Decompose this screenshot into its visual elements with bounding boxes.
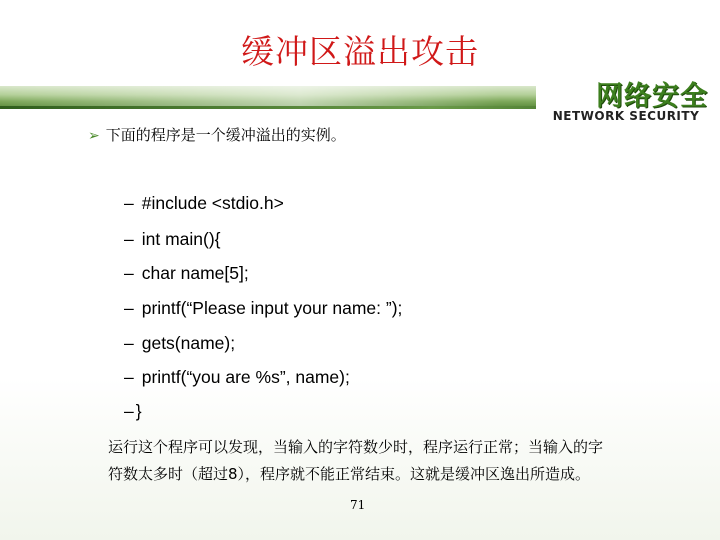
- explanation-paragraph: [108, 434, 708, 488]
- dash-bullet-icon: –: [124, 193, 134, 213]
- code-line: [124, 367, 350, 388]
- arrow-bullet-icon: ➢: [88, 128, 100, 144]
- dash-bullet-icon: –: [124, 401, 134, 421]
- header-band-highlight: [0, 86, 500, 108]
- code-line: [124, 298, 402, 319]
- page-number: 71: [350, 498, 366, 512]
- code-text: int main(){: [141, 229, 221, 249]
- logo-chinese-text: 网络安全: [596, 81, 708, 112]
- dash-bullet-icon: –: [124, 263, 134, 283]
- intro-text: 下面的程序是一个缓冲溢出的实例。: [105, 126, 346, 144]
- code-text: printf(“you are %s”, name);: [141, 367, 350, 387]
- code-line: [124, 229, 221, 250]
- slide-title: 缓冲区溢出攻击: [241, 32, 479, 71]
- logo-english-text: NETWORK SECURITY: [552, 109, 700, 123]
- code-text: #include <stdio.h>: [141, 193, 284, 213]
- intro-bullet: [88, 124, 346, 145]
- code-line: [124, 401, 142, 422]
- dash-bullet-icon: –: [124, 298, 134, 318]
- explanation-line: 运行这个程序可以发现，当输入的字符数少时，程序运行正常；当输入的字: [108, 438, 604, 456]
- code-text: char name[5];: [141, 263, 249, 283]
- code-line: [124, 263, 249, 284]
- code-line: [124, 193, 284, 214]
- code-line: [124, 333, 235, 354]
- dash-bullet-icon: –: [124, 333, 134, 353]
- dash-bullet-icon: –: [124, 229, 134, 249]
- code-text: printf(“Please input your name: ”);: [141, 298, 403, 318]
- code-text: gets(name);: [141, 333, 236, 353]
- code-text: }: [135, 401, 142, 421]
- dash-bullet-icon: –: [124, 367, 134, 387]
- explanation-line: 符数太多时（超过8），程序就不能正常结束。这就是缓冲区逸出所造成。: [108, 465, 591, 483]
